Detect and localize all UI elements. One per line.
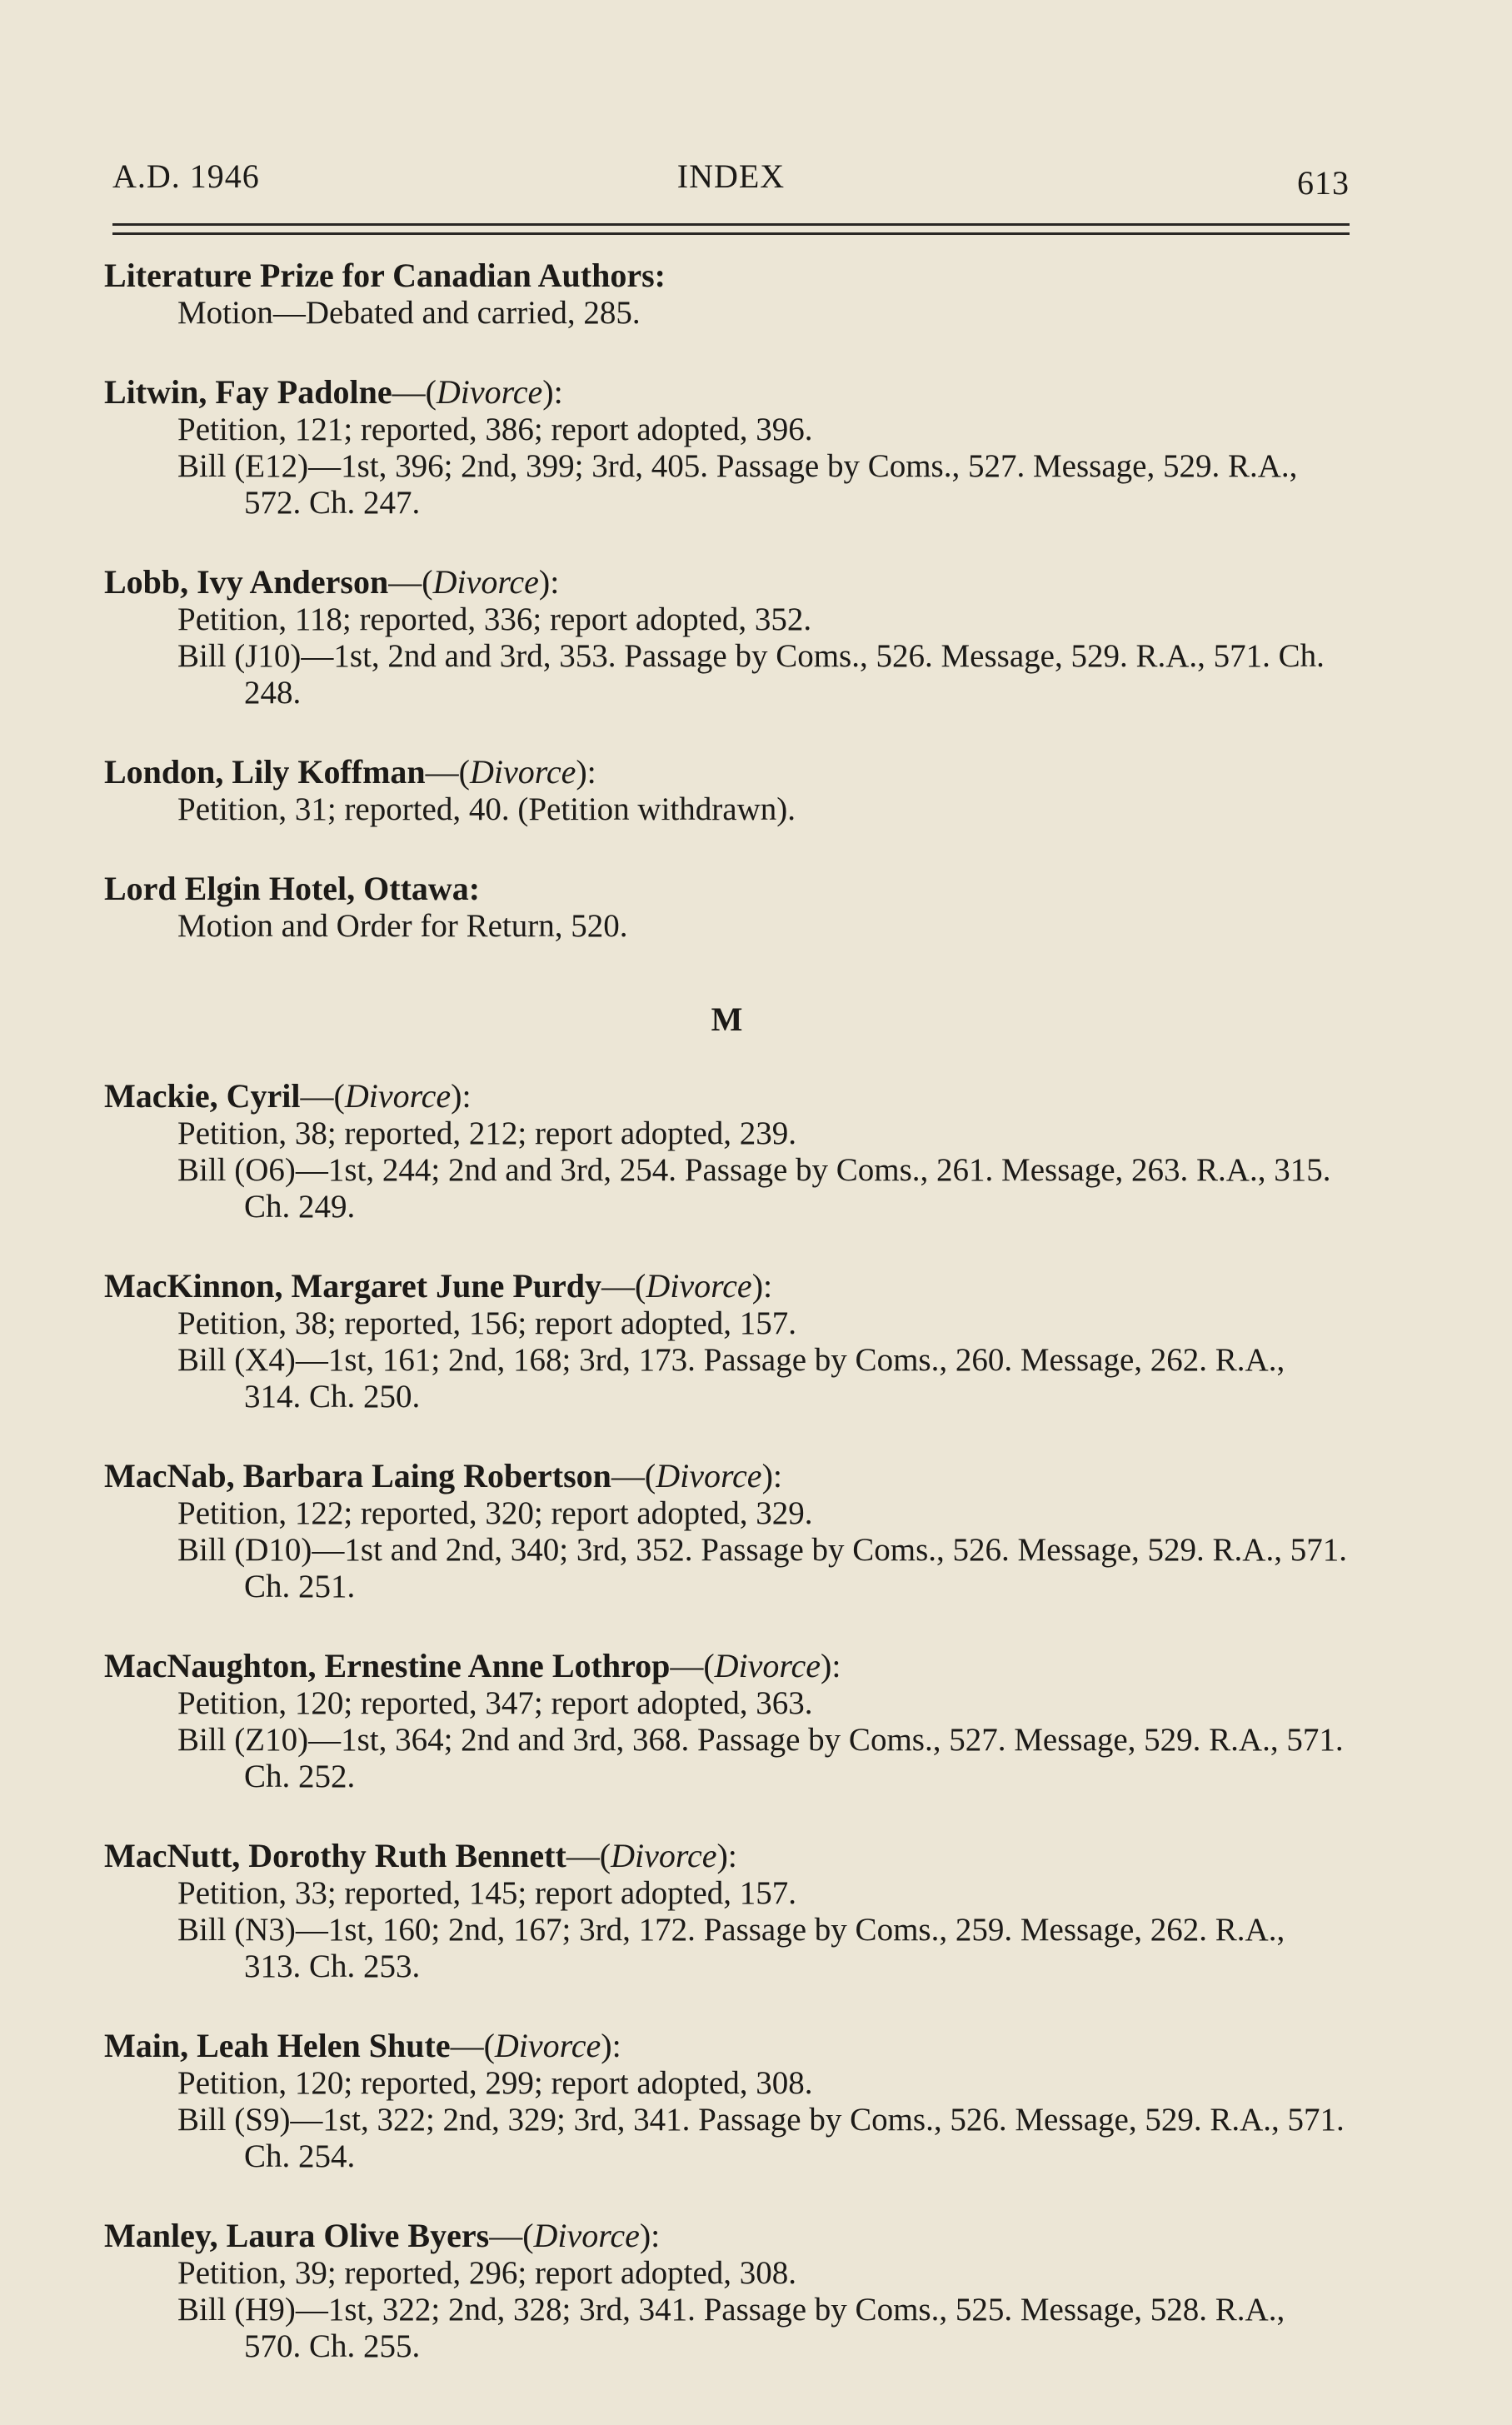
entry-line: Bill (X4)—1st, 161; 2nd, 168; 3rd, 173. Passage by Coms., 260. Message, 262. R.A., 314. Ch. 250. xyxy=(177,1342,1285,1415)
index-entry xyxy=(104,1837,1350,1985)
index-entry xyxy=(104,1267,1350,1415)
index-entry xyxy=(104,373,1350,521)
index-entry xyxy=(104,1457,1350,1605)
entry-line: Bill (H9)—1st, 322; 2nd, 328; 3rd, 341. Passage by Coms., 525. Message, 528. R.A., 570. Ch. 255. xyxy=(177,2292,1285,2364)
index-entry xyxy=(104,2217,1350,2365)
entry-line: Petition, 38; reported, 212; report adopted, 239. xyxy=(177,1115,797,1151)
entry-line: Bill (N3)—1st, 160; 2nd, 167; 3rd, 172. Passage by Coms., 259. Message, 262. R.A., 313. Ch. 253. xyxy=(177,1912,1285,1984)
entry-line: Petition, 122; reported, 320; report adopted, 329. xyxy=(177,1495,813,1531)
entry-line: Bill (O6)—1st, 244; 2nd and 3rd, 254. Passage by Coms., 261. Message, 263. R.A., 315. Ch. 249. xyxy=(177,1152,1331,1225)
entry-line: Petition, 33; reported, 145; report adopted, 157. xyxy=(177,1875,797,1911)
entry-kind: Divorce xyxy=(436,373,543,411)
entry-line: Bill (S9)—1st, 322; 2nd, 329; 3rd, 341. Passage by Coms., 526. Message, 529. R.A., 571. Ch. 254. xyxy=(177,2102,1345,2174)
entry-line: Bill (J10)—1st, 2nd and 3rd, 353. Passage by Coms., 526. Message, 529. R.A., 571. Ch. 248. xyxy=(177,638,1325,711)
section-letter-m: M xyxy=(711,1000,743,1038)
entry-line: Petition, 121; reported, 386; report adopted, 396. xyxy=(177,412,813,447)
entry-name: MacKinnon, Margaret June Purdy xyxy=(104,1267,602,1305)
entry-heading: MacNaughton, Ernestine Anne Lothrop—(Divorce): xyxy=(104,1647,841,1684)
entry-heading: Lobb, Ivy Anderson—(Divorce): xyxy=(104,563,560,601)
entry-line: Petition, 120; reported, 347; report adopted, 363. xyxy=(177,1685,813,1721)
index-entry xyxy=(104,1077,1350,1225)
entry-name: Main, Leah Helen Shute xyxy=(104,2027,451,2064)
entry-name: London, Lily Koffman xyxy=(104,753,426,791)
entry-line: Petition, 39; reported, 296; report adopted, 308. xyxy=(177,2255,797,2291)
index-content xyxy=(104,257,1350,2407)
entry-kind: Divorce xyxy=(533,2217,640,2254)
entry-line: Petition, 118; reported, 336; report adopted, 352. xyxy=(177,601,812,637)
entry-name: Lobb, Ivy Anderson xyxy=(104,563,389,601)
entry-heading: Litwin, Fay Padolne—(Divorce): xyxy=(104,373,563,411)
header-year: A.D. 1946 xyxy=(112,157,260,195)
index-entry xyxy=(104,563,1350,711)
entry-line: Motion—Debated and carried, 285. xyxy=(177,295,641,331)
entries-l-section xyxy=(104,257,1350,945)
entry-name: Lord Elgin Hotel, Ottawa: xyxy=(104,870,481,907)
page-number: 613 xyxy=(1297,164,1350,202)
entry-name: MacNab, Barbara Laing Robertson xyxy=(104,1457,611,1494)
header-double-rule xyxy=(112,223,1350,235)
entries-m-section xyxy=(104,1077,1350,2365)
entry-name: Manley, Laura Olive Byers xyxy=(104,2217,490,2254)
index-entry xyxy=(104,870,1350,945)
entry-kind: Divorce xyxy=(646,1267,752,1305)
entry-line: Petition, 38; reported, 156; report adopted, 157. xyxy=(177,1305,797,1341)
entry-heading: MacKinnon, Margaret June Purdy—(Divorce): xyxy=(104,1267,773,1305)
entry-kind: Divorce xyxy=(469,753,576,791)
entry-line: Bill (D10)—1st and 2nd, 340; 3rd, 352. Passage by Coms., 526. Message, 529. R.A., 571. Ch. 251. xyxy=(177,1532,1347,1604)
entry-heading xyxy=(104,257,1350,295)
entry-kind: Divorce xyxy=(656,1457,762,1494)
entry-kind: Divorce xyxy=(611,1837,717,1874)
entry-heading: Main, Leah Helen Shute—(Divorce): xyxy=(104,2027,621,2064)
entry-kind: Divorce xyxy=(714,1647,821,1684)
index-entry xyxy=(104,1647,1350,1795)
entry-kind: Divorce xyxy=(494,2027,601,2064)
entry-kind: Divorce xyxy=(432,563,539,601)
entry-line: Petition, 120; reported, 299; report adopted, 308. xyxy=(177,2065,813,2101)
index-entry xyxy=(104,753,1350,828)
entry-line: Petition, 31; reported, 40. (Petition withdrawn). xyxy=(177,791,796,827)
entry-heading xyxy=(104,870,1350,908)
index-entry xyxy=(104,2027,1350,2175)
entry-name: MacNutt, Dorothy Ruth Bennett xyxy=(104,1837,566,1874)
entry-heading: MacNab, Barbara Laing Robertson—(Divorce): xyxy=(104,1457,782,1494)
entry-kind: Divorce xyxy=(344,1077,452,1115)
entry-name: Mackie, Cyril xyxy=(104,1077,301,1115)
entry-line: Bill (E12)—1st, 396; 2nd, 399; 3rd, 405. Passage by Coms., 527. Message, 529. R.A., 572. Ch. 247. xyxy=(177,448,1298,521)
entry-name: Litwin, Fay Padolne xyxy=(104,373,392,411)
index-entry xyxy=(104,257,1350,332)
entry-name: Literature Prize for Canadian Authors: xyxy=(104,257,666,294)
entry-heading: Mackie, Cyril—(Divorce): xyxy=(104,1077,472,1115)
entry-line: Bill (Z10)—1st, 364; 2nd and 3rd, 368. Passage by Coms., 527. Message, 529. R.A., 571. Ch. 252. xyxy=(177,1722,1344,1794)
entry-line: Motion and Order for Return, 520. xyxy=(177,908,628,944)
entry-heading: MacNutt, Dorothy Ruth Bennett—(Divorce): xyxy=(104,1837,737,1874)
entry-name: MacNaughton, Ernestine Anne Lothrop xyxy=(104,1647,671,1684)
entry-heading: Manley, Laura Olive Byers—(Divorce): xyxy=(104,2217,661,2254)
entry-heading: London, Lily Koffman—(Divorce): xyxy=(104,753,596,791)
page-header xyxy=(112,157,1350,207)
header-title: INDEX xyxy=(676,157,786,195)
